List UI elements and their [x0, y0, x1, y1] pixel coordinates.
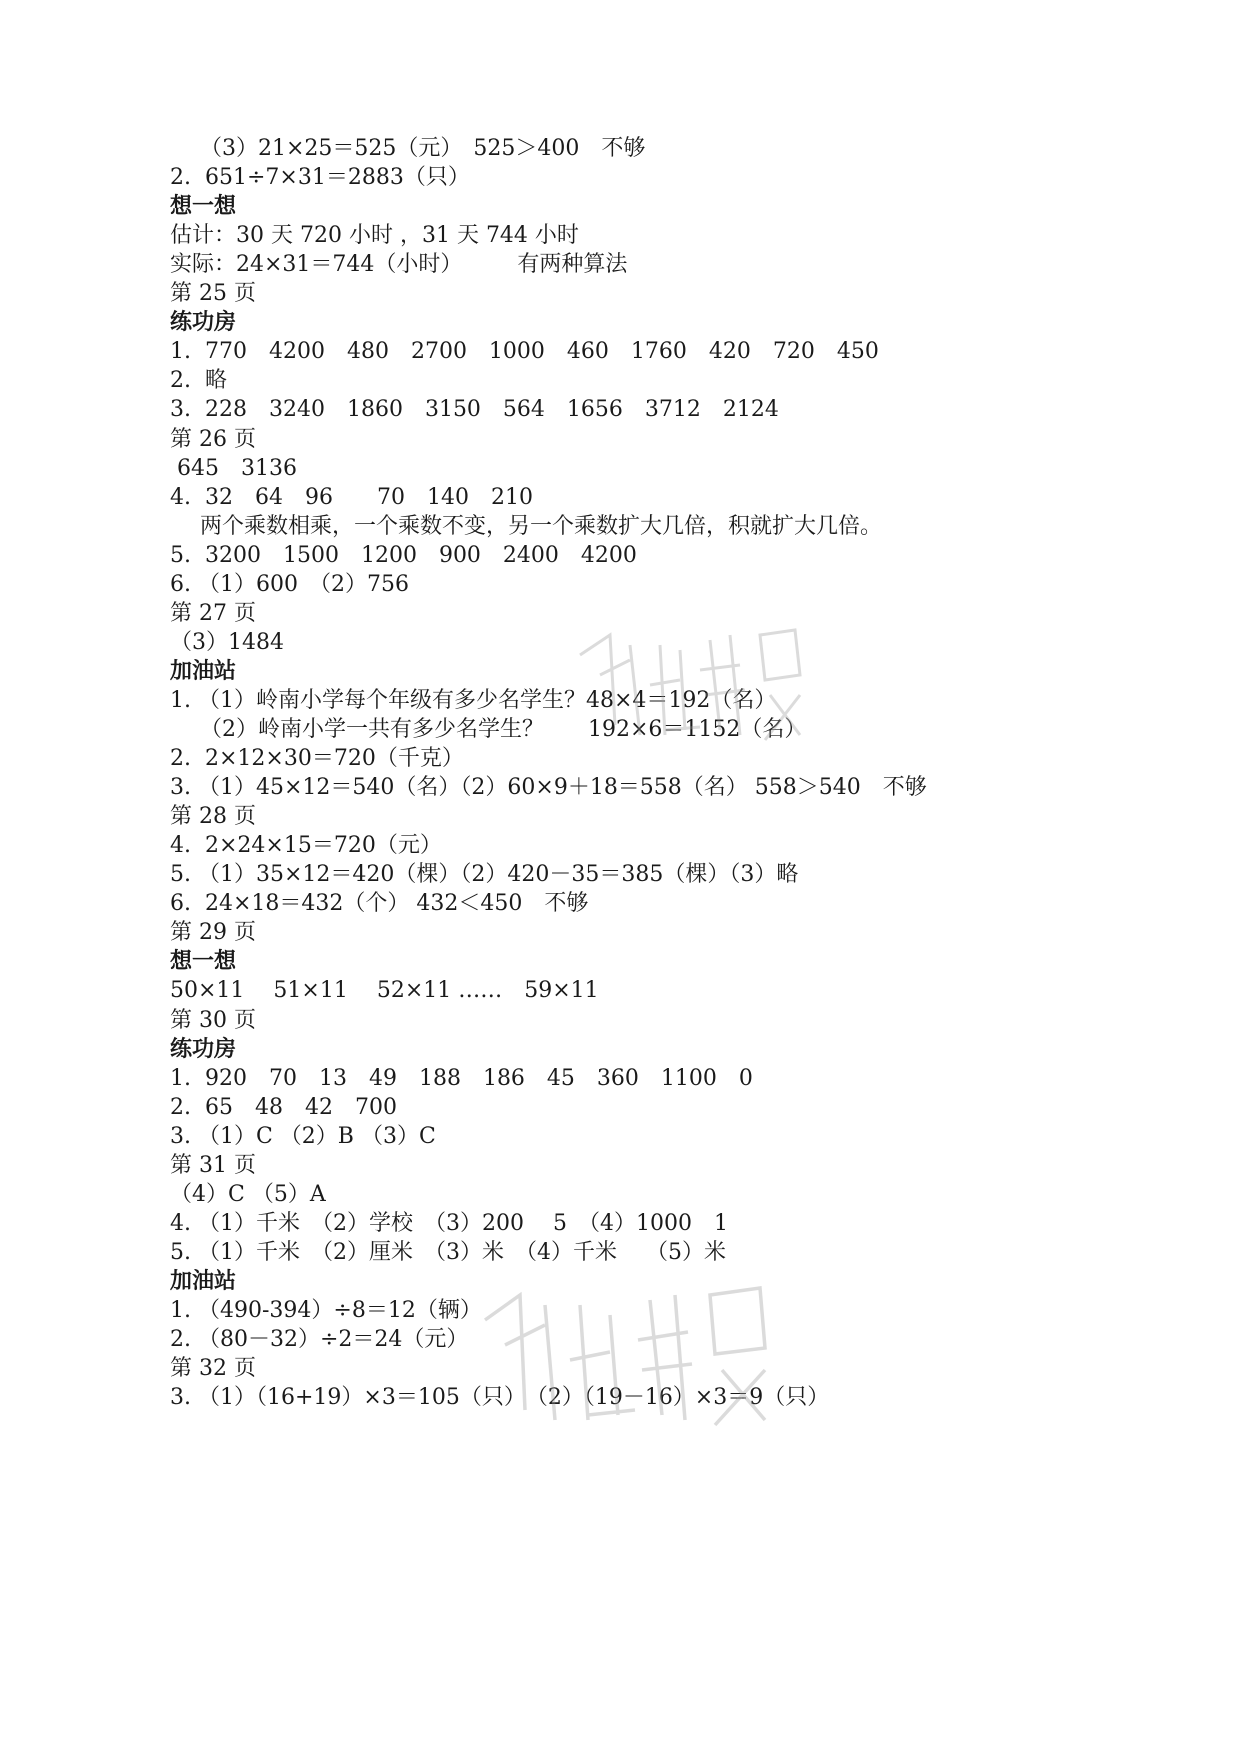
answer-line: 4. 32 64 96 70 140 210 — [170, 484, 533, 510]
answer-line: 3. （1）C （2）B （3）C — [170, 1123, 436, 1149]
answer-line: 6. 24×18＝432（个） 432＜450 不够 — [170, 891, 589, 917]
answer-line: 第 25 页 — [170, 281, 256, 307]
answer-line: （2）岭南小学一共有多少名学生？ 192×6＝1152（名） — [200, 717, 807, 742]
section-heading: 加油站 — [170, 658, 237, 684]
answer-line: 5. （1）35×12＝420（棵）（2）420－35＝385（棵）（3）略 — [170, 862, 799, 888]
answer-line: 第 32 页 — [170, 1356, 256, 1382]
answer-line: 4. 2×24×15＝720（元） — [170, 833, 442, 859]
answer-line: 2. 65 48 42 700 — [170, 1094, 397, 1120]
section-heading: 加油站 — [170, 1268, 237, 1294]
answer-line: 5. 3200 1500 1200 900 2400 4200 — [170, 542, 637, 568]
answer-line: 2. 651÷7×31＝2883（只） — [170, 165, 470, 191]
answer-line: 1. （490-394）÷8＝12（辆） — [170, 1298, 482, 1323]
answer-line: 第 27 页 — [170, 600, 256, 626]
answer-line: 645 3136 — [170, 455, 297, 481]
answer-line: 第 31 页 — [170, 1152, 256, 1178]
answer-line: 3. （1）45×12＝540（名）（2）60×9＋18＝558（名） 558＞540 不够 — [170, 775, 927, 801]
answer-line: 1. （1）岭南小学每个年级有多少名学生？48×4＝192（名） — [170, 687, 777, 713]
section-heading: 练功房 — [170, 1036, 237, 1062]
answer-line: 2. 2×12×30＝720（千克） — [170, 746, 464, 772]
answer-line: 1. 770 4200 480 2700 1000 460 1760 420 720 450 — [170, 339, 879, 365]
section-heading: 练功房 — [170, 310, 237, 336]
answer-line: 第 29 页 — [170, 920, 256, 946]
answer-line: 2. 略 — [170, 368, 227, 394]
answer-line: 3. 228 3240 1860 3150 564 1656 3712 2124 — [170, 397, 779, 423]
answer-line: 估计：30 天 720 小时 ，31 天 744 小时 — [170, 223, 579, 249]
answer-line: （3）21×25＝525（元） 525＞400 不够 — [200, 136, 646, 161]
answer-line: 两个乘数相乘，一个乘数不变，另一个乘数扩大几倍，积就扩大几倍。 — [200, 513, 883, 539]
answer-line: 实际：24×31＝744（小时） 有两种算法 — [170, 252, 628, 278]
section-heading: 想一想 — [170, 949, 237, 975]
answer-line: 50×11 51×11 52×11 …… 59×11 — [170, 978, 599, 1004]
answer-line: 5. （1）千米 （2）厘米 （3）米 （4）千米 （5）米 — [170, 1239, 726, 1265]
answer-line: 1. 920 70 13 49 188 186 45 360 1100 0 — [170, 1065, 753, 1091]
answer-line: （3）1484 — [170, 629, 284, 655]
answer-line: 4. （1）千米 （2）学校 （3）200 5 （4）1000 1 — [170, 1210, 728, 1236]
answer-line: 第 26 页 — [170, 426, 256, 452]
answer-line: 2. （80－32）÷2＝24（元） — [170, 1327, 469, 1353]
answer-line: 3. （1）（16+19）×3＝105（只） （2）（19－16）×3＝9（只） — [170, 1385, 830, 1411]
answer-line: （4）C （5）A — [170, 1181, 326, 1207]
section-heading: 想一想 — [170, 194, 237, 220]
answer-line: 第 30 页 — [170, 1007, 256, 1033]
answer-line: 6. （1）600 （2）756 — [170, 571, 409, 597]
answer-line: 第 28 页 — [170, 804, 256, 830]
